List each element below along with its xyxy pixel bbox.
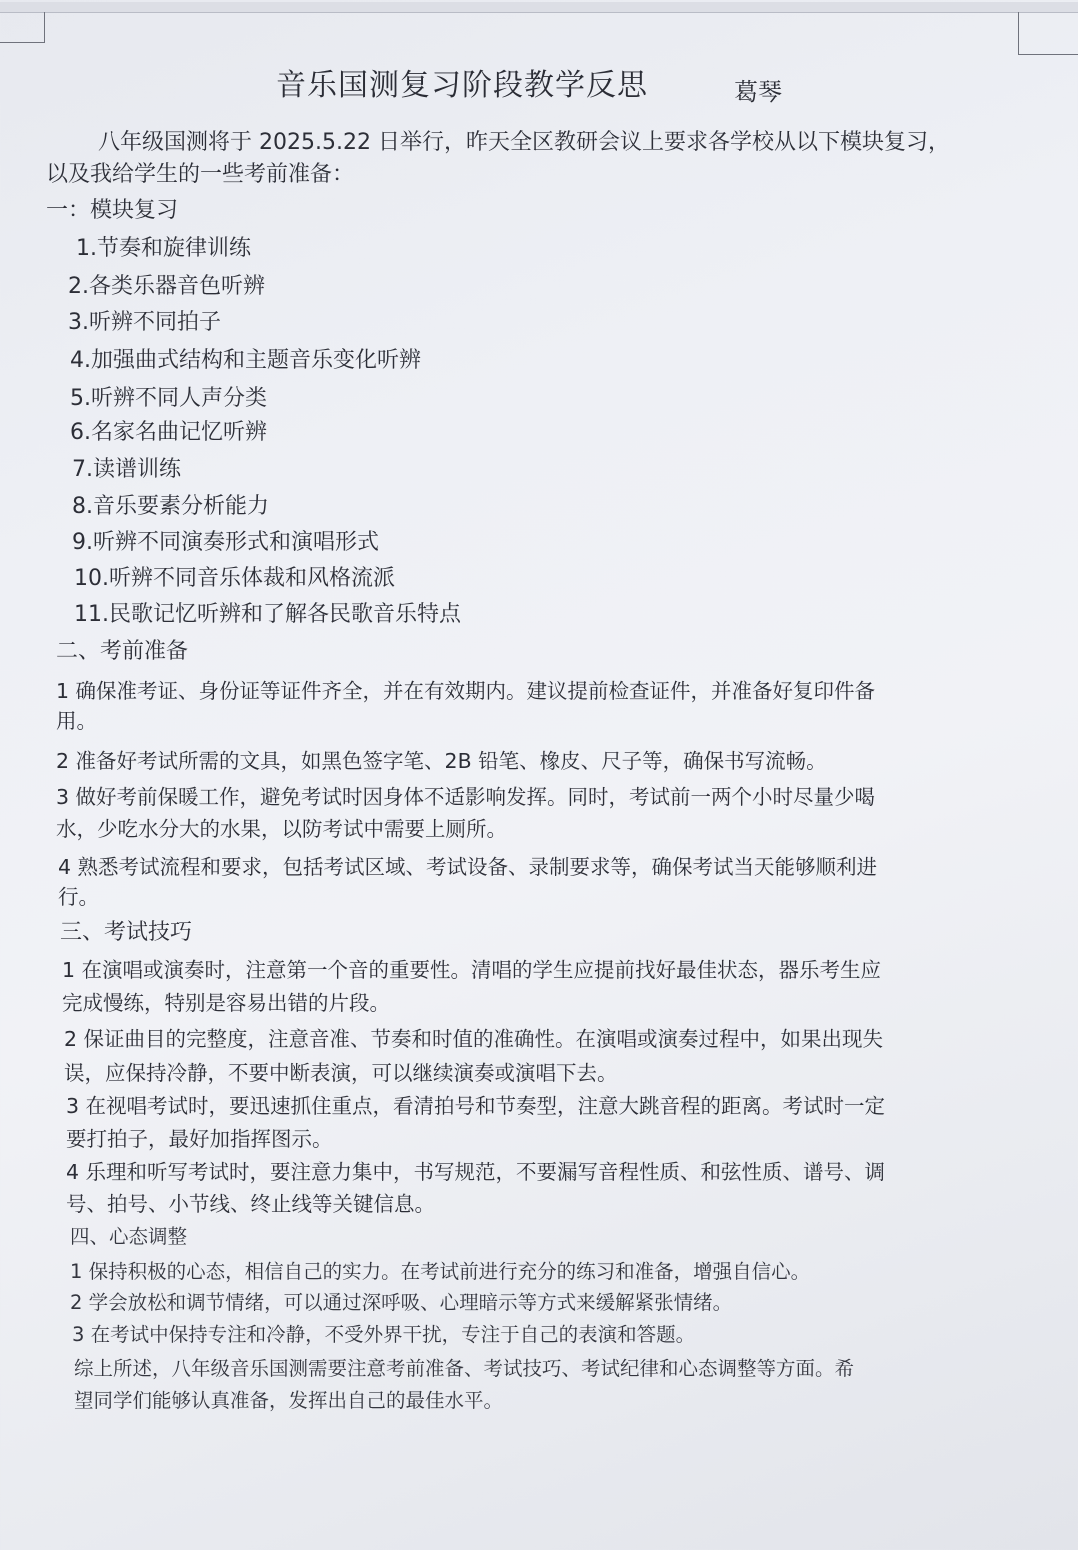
list-item: 8.音乐要素分析能力 — [72, 494, 269, 519]
conclusion-line: 综上所述，八年级音乐国测需要注意考前准备、考试技巧、考试纪律和心态调整等方面。希 — [74, 1357, 855, 1380]
paragraph-line: 2 学会放松和调节情绪，可以通过深呼吸、心理暗示等方式来缓解紧张情绪。 — [70, 1291, 733, 1314]
list-item: 9.听辨不同演奏形式和演唱形式 — [72, 530, 379, 555]
crop-mark-top-left — [0, 12, 45, 43]
list-item: 7.读谱训练 — [72, 457, 181, 482]
paragraph-line: 4 乐理和听写考试时，要注意力集中，书写规范，不要漏写音程性质、和弦性质、谱号、调 — [66, 1160, 886, 1184]
document-author: 葛琴 — [734, 78, 782, 106]
paragraph-line: 水，少吃水分大的水果，以防考试中需要上厕所。 — [56, 817, 507, 841]
list-item: 5.听辨不同人声分类 — [70, 386, 267, 411]
paragraph-line: 号、拍号、小节线、终止线等关键信息。 — [66, 1192, 435, 1216]
paragraph-line: 要打拍子，最好加指挥图示。 — [66, 1127, 333, 1151]
paragraph-line: 2 准备好考试所需的文具，如黑色签字笔、2B 铅笔、橡皮、尺子等，确保书写流畅。 — [56, 749, 827, 773]
paragraph-line: 3 在考试中保持专注和冷静，不受外界干扰，专注于自己的表演和答题。 — [72, 1323, 696, 1346]
paragraph-line: 1 确保准考证、身份证等证件齐全，并在有效期内。建议提前检查证件，并准备好复印件备 — [56, 679, 876, 703]
paragraph-line: 2 保证曲目的完整度，注意音准、节奏和时值的准确性。在演唱或演奏过程中，如果出现失 — [64, 1027, 884, 1051]
paragraph-line: 1 在演唱或演奏时，注意第一个音的重要性。清唱的学生应提前找好最佳状态，器乐考生应 — [62, 958, 882, 982]
list-item: 10.听辨不同音乐体裁和风格流派 — [74, 566, 395, 591]
list-item: 2.各类乐器音色听辨 — [68, 274, 265, 299]
section-heading: 三、考试技巧 — [60, 920, 193, 945]
section-heading: 一：模块复习 — [46, 198, 179, 223]
conclusion-line: 望同学们能够认真准备，发挥出自己的最佳水平。 — [74, 1389, 504, 1412]
list-item: 1.节奏和旋律训练 — [76, 236, 251, 261]
paragraph-line: 3 做好考前保暖工作，避免考试时因身体不适影响发挥。同时，考试前一两个小时尽量少喝 — [56, 785, 876, 809]
document-title: 音乐国测复习阶段教学反思 — [276, 68, 648, 103]
paragraph-line: 4 熟悉考试流程和要求，包括考试区域、考试设备、录制要求等，确保考试当天能够顺利进 — [58, 855, 878, 879]
list-item: 6.名家名曲记忆听辨 — [70, 420, 267, 445]
paragraph-line: 3 在视唱考试时，要迅速抓住重点，看清拍号和节奏型，注意大跳音程的距离。考试时一定 — [66, 1094, 886, 1118]
intro-line: 八年级国测将于 2025.5.22 日举行，昨天全区教研会议上要求各学校从以下模块复习， — [98, 130, 950, 155]
paragraph-line: 用。 — [56, 709, 97, 733]
section-heading: 四、心态调整 — [70, 1225, 188, 1248]
title-row — [0, 60, 1078, 108]
page-top-edge — [0, 2, 1078, 13]
crop-mark-top-right — [1018, 12, 1078, 55]
list-item: 4.加强曲式结构和主题音乐变化听辨 — [70, 348, 421, 373]
paragraph-line: 行。 — [58, 885, 99, 909]
list-item: 3.听辨不同拍子 — [68, 310, 221, 335]
paragraph-line: 完成慢练，特别是容易出错的片段。 — [62, 991, 390, 1015]
section-heading: 二、考前准备 — [56, 639, 189, 664]
list-item: 11.民歌记忆听辨和了解各民歌音乐特点 — [74, 602, 461, 627]
paragraph-line: 1 保持积极的心态，相信自己的实力。在考试前进行充分的练习和准备，增强自信心。 — [70, 1260, 811, 1283]
intro-line: 以及我给学生的一些考前准备： — [46, 162, 355, 187]
paragraph-line: 误，应保持冷静，不要中断表演，可以继续演奏或演唱下去。 — [64, 1061, 618, 1085]
